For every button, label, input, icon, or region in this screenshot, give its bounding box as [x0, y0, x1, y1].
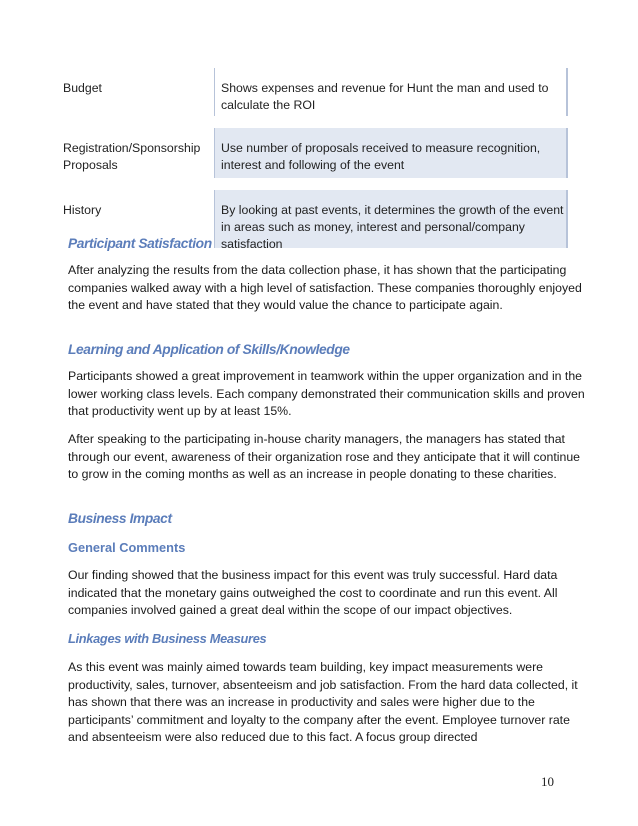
table-cell-text: Shows expenses and revenue for Hunt the man and used to calculate the ROI — [214, 68, 568, 116]
general-comments-text: Our finding showed that the business impact for this event was truly successful. Hard data indicated that the monetary gains outweighed the cost to coordinate and run this event. All companies involved gained a great deal within the scope of our impact objectives. — [68, 568, 558, 618]
page-number: 10 — [541, 774, 554, 789]
learning-paragraph-1: Participants showed a great improvement in teamwork within the upper organization and in the lower working class levels. Each company demonstrated their communication skills and proven that productivity went up by at least 15%. — [68, 369, 585, 419]
table-cell-label: History — [63, 203, 102, 217]
learning-paragraph-2: After speaking to the participating in-house charity managers, the managers has stated that through our event, awareness of their organization rose and they anticipate that it will continue to grow in the coming months as well as an increase in people donating to these charities. — [68, 432, 580, 482]
linkages-heading: Linkages with Business Measures — [68, 631, 267, 646]
table-cell-text: By looking at past events, it determines the growth of the event in areas such as money, interest and personal/company satisfaction — [214, 190, 568, 248]
table-cell-text: Use number of proposals received to measure recognition, interest and following of the event — [214, 128, 568, 178]
participant-satisfaction-heading: Participant Satisfaction — [68, 236, 212, 251]
participant-satisfaction-text: After analyzing the results from the data collection phase, it has shown that the participating companies walked away with a high level of satisfaction. These companies thoroughly enjoyed the event and have stated that they would value the chance to participate again. — [68, 263, 582, 313]
business-impact-heading: Business Impact — [68, 511, 172, 526]
learning-heading: Learning and Application of Skills/Knowledge — [68, 342, 350, 357]
table-row — [63, 128, 576, 190]
table-cell-label: Budget — [63, 81, 102, 95]
table-row — [63, 68, 576, 128]
linkages-text: As this event was mainly aimed towards team building, key impact measurements were productivity, sales, turnover, absenteeism and job satisfaction. From the hard data collected, it has shown that there was an increase in productivity and sales were higher due to the participants’ commitment and loyalty to the company after the event. Employee turnover rate and absenteeism were also reduced due to this fact. A focus group directed — [68, 660, 578, 745]
table-cell-label: Registration/Sponsorship Proposals — [63, 141, 201, 172]
general-comments-heading: General Comments — [68, 540, 186, 555]
evaluation-table — [63, 68, 576, 260]
